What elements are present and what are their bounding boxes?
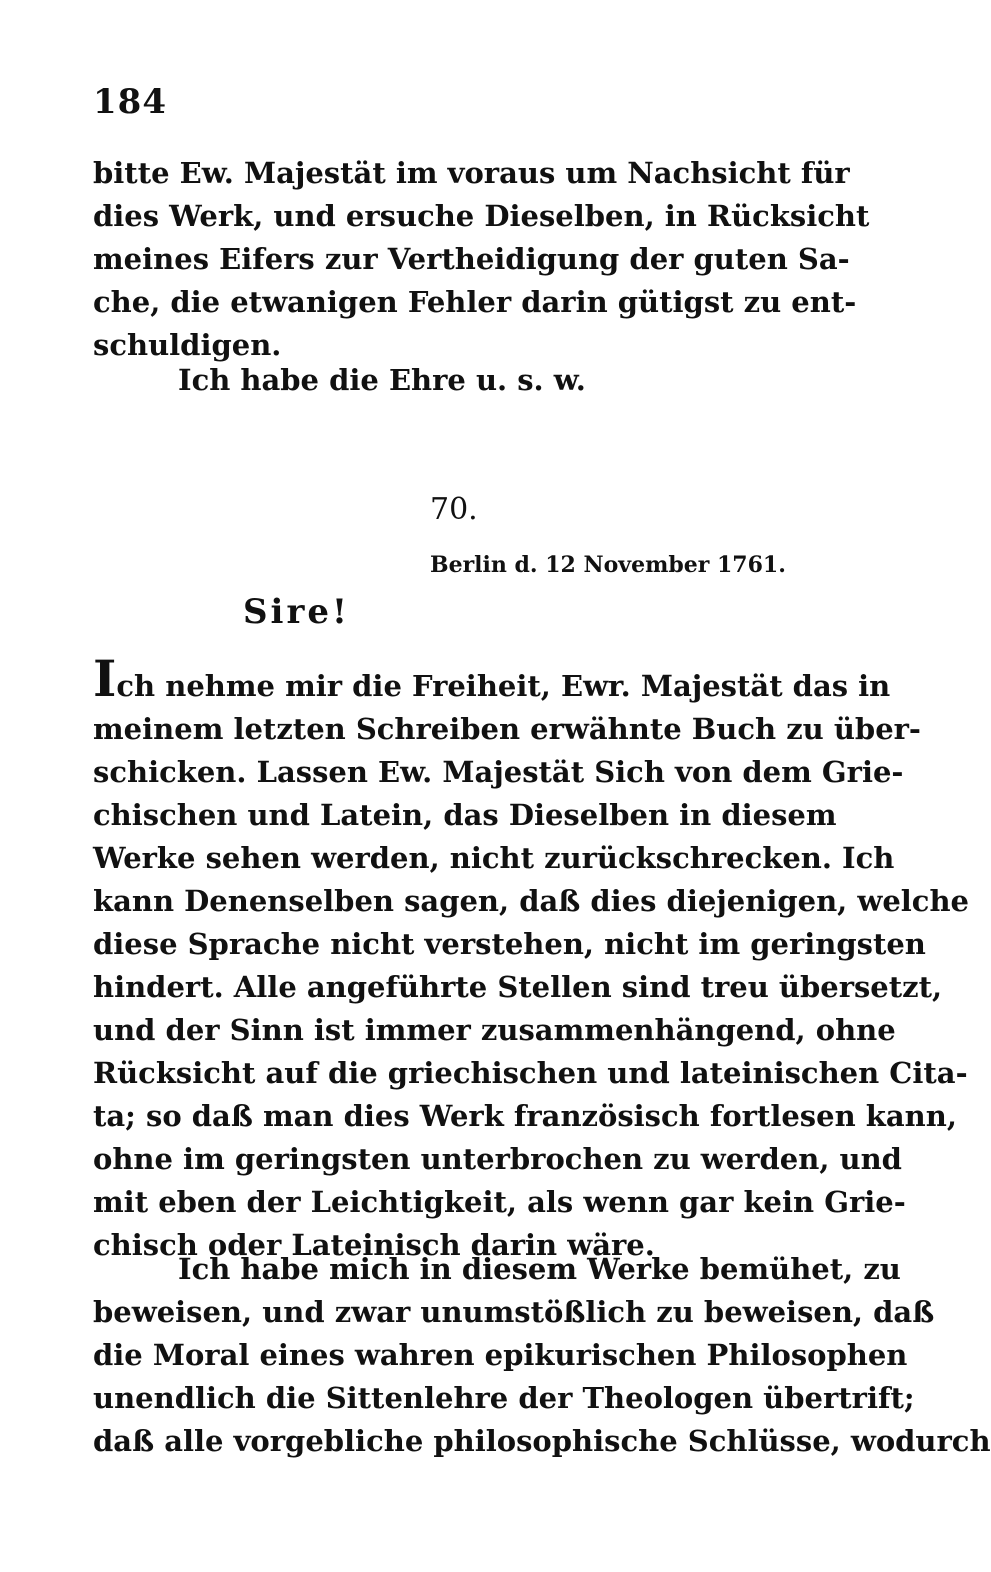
text-line: diese Sprache nicht verstehen, nicht im geringsten bbox=[93, 927, 926, 961]
letter-closing: Ich habe die Ehre u. s. w. bbox=[178, 363, 586, 397]
letter-paragraph-1 bbox=[93, 649, 969, 1267]
text-line: und der Sinn ist immer zusammenhängend, ohne bbox=[93, 1013, 896, 1047]
text-line: meines Eifers zur Vertheidigung der guten Sa- bbox=[93, 242, 850, 276]
letter-salutation: Sire! bbox=[243, 592, 350, 632]
text-line: chischen und Latein, das Dieselben in diesem bbox=[93, 798, 837, 832]
text-line: che, die etwanigen Fehler darin gütigst zu ent- bbox=[93, 285, 857, 319]
text-line: bitte Ew. Majestät im voraus um Nachsicht für bbox=[93, 156, 850, 190]
text-line: dies Werk, und ersuche Dieselben, in Rücksicht bbox=[93, 199, 870, 233]
letter-number: 70. bbox=[430, 492, 478, 527]
text-line: meinem letzten Schreiben erwähnte Buch zu über- bbox=[93, 712, 921, 746]
continuation-paragraph bbox=[93, 152, 870, 367]
text-line: daß alle vorgebliche philosophische Schlüsse, wodurch bbox=[93, 1424, 991, 1458]
text-line: ta; so daß man dies Werk französisch fortlesen kann, bbox=[93, 1099, 957, 1133]
text-line: mit eben der Leichtigkeit, als wenn gar kein Grie- bbox=[93, 1185, 906, 1219]
text-line: Rücksicht auf die griechischen und lateinischen Cita- bbox=[93, 1056, 968, 1090]
text-line: kann Denenselben sagen, daß dies diejenigen, welche bbox=[93, 884, 969, 918]
text-line: unendlich die Sittenlehre der Theologen übertrift; bbox=[93, 1381, 915, 1415]
text-line: schicken. Lassen Ew. Majestät Sich von dem Grie- bbox=[93, 755, 904, 789]
text-line: die Moral eines wahren epikurischen Philosophen bbox=[93, 1338, 908, 1372]
letter-dateline: Berlin d. 12 November 1761. bbox=[430, 552, 786, 578]
text-line: Werke sehen werden, nicht zurückschrecken. Ich bbox=[93, 841, 895, 875]
letter-paragraph-2 bbox=[93, 1248, 991, 1463]
drop-cap: I bbox=[93, 649, 117, 708]
text-line: chisch oder Lateinisch darin wäre. bbox=[93, 1228, 655, 1262]
text-line: Ich habe mich in diesem Werke bemühet, zu bbox=[178, 1252, 901, 1286]
page-number: 184 bbox=[93, 82, 167, 122]
first-line-text: ch nehme mir die Freiheit, Ewr. Majestät das in bbox=[116, 669, 891, 703]
text-line: ohne im geringsten unterbrochen zu werden, und bbox=[93, 1142, 902, 1176]
text-line: hindert. Alle angeführte Stellen sind treu übersetzt, bbox=[93, 970, 943, 1004]
text-line: beweisen, und zwar unumstößlich zu beweisen, daß bbox=[93, 1295, 935, 1329]
text-line: schuldigen. bbox=[93, 328, 282, 362]
text-line bbox=[93, 649, 891, 708]
